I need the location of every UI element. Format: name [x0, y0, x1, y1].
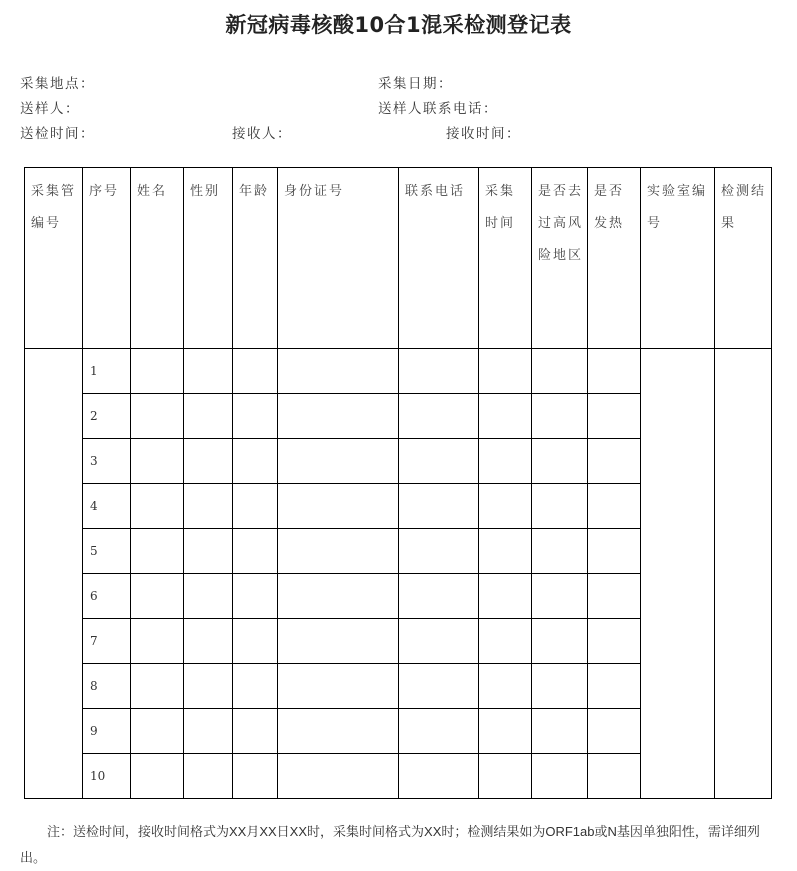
entry-cell[interactable]: [532, 754, 588, 799]
entry-cell[interactable]: [278, 529, 399, 574]
entry-cell[interactable]: [588, 349, 641, 394]
row-number: 1: [83, 349, 131, 394]
entry-cell[interactable]: [532, 664, 588, 709]
entry-cell[interactable]: [233, 754, 278, 799]
entry-cell[interactable]: [479, 754, 532, 799]
header-collection-time: 采集时间: [479, 168, 532, 349]
entry-cell[interactable]: [479, 394, 532, 439]
entry-cell[interactable]: [479, 484, 532, 529]
tube-number-cell[interactable]: [25, 349, 83, 799]
entry-cell[interactable]: [233, 619, 278, 664]
entry-cell[interactable]: [131, 619, 184, 664]
header-phone: 联系电话: [399, 168, 479, 349]
table-row: [25, 349, 772, 394]
entry-cell[interactable]: [532, 349, 588, 394]
row-number: 6: [83, 574, 131, 619]
sender-phone-label: 送样人联系电话：: [378, 101, 498, 117]
row-number: 10: [83, 754, 131, 799]
entry-cell[interactable]: [479, 529, 532, 574]
entry-cell[interactable]: [588, 484, 641, 529]
header-id-number: 身份证号: [278, 168, 399, 349]
entry-cell[interactable]: [131, 349, 184, 394]
entry-cell[interactable]: [233, 349, 278, 394]
header-fever: 是否发热: [588, 168, 641, 349]
entry-cell[interactable]: [278, 484, 399, 529]
entry-cell[interactable]: [479, 619, 532, 664]
registration-table: [24, 167, 772, 799]
row-number: 8: [83, 664, 131, 709]
row-number: 4: [83, 484, 131, 529]
entry-cell[interactable]: [233, 439, 278, 484]
entry-cell[interactable]: [184, 394, 233, 439]
row-number: 7: [83, 619, 131, 664]
entry-cell[interactable]: [532, 709, 588, 754]
entry-cell[interactable]: [479, 349, 532, 394]
entry-cell[interactable]: [532, 439, 588, 484]
entry-cell[interactable]: [131, 709, 184, 754]
entry-cell[interactable]: [278, 754, 399, 799]
entry-cell[interactable]: [588, 574, 641, 619]
header-tube-number: 采集管编号: [25, 168, 83, 349]
header-high-risk-visit: 是否去过高风险地区: [532, 168, 588, 349]
row-number: 5: [83, 529, 131, 574]
entry-cell[interactable]: [278, 619, 399, 664]
entry-cell[interactable]: [233, 709, 278, 754]
row-number: 9: [83, 709, 131, 754]
entry-cell[interactable]: [532, 394, 588, 439]
entry-cell[interactable]: [278, 349, 399, 394]
entry-cell[interactable]: [588, 619, 641, 664]
entry-cell[interactable]: [184, 349, 233, 394]
header-lab-number: 实验室编号: [641, 168, 715, 349]
row-number: 3: [83, 439, 131, 484]
entry-cell[interactable]: [131, 574, 184, 619]
entry-cell[interactable]: [479, 439, 532, 484]
entry-cell[interactable]: [399, 349, 479, 394]
entry-cell[interactable]: [399, 529, 479, 574]
entry-cell[interactable]: [588, 754, 641, 799]
test-result-cell[interactable]: [715, 349, 772, 799]
entry-cell[interactable]: [131, 529, 184, 574]
entry-cell[interactable]: [233, 484, 278, 529]
header-gender: 性别: [184, 168, 233, 349]
entry-cell[interactable]: [399, 484, 479, 529]
entry-cell[interactable]: [588, 394, 641, 439]
entry-cell[interactable]: [184, 754, 233, 799]
entry-cell[interactable]: [184, 709, 233, 754]
sender-label: 送样人：: [20, 101, 80, 117]
entry-cell[interactable]: [399, 574, 479, 619]
entry-cell[interactable]: [479, 709, 532, 754]
entry-cell[interactable]: [131, 664, 184, 709]
entry-cell[interactable]: [399, 439, 479, 484]
header-serial-number: 序号: [83, 168, 131, 349]
collection-date-label: 采集日期：: [378, 76, 453, 92]
entry-cell[interactable]: [131, 484, 184, 529]
header-name: 姓名: [131, 168, 184, 349]
entry-cell[interactable]: [588, 529, 641, 574]
entry-cell[interactable]: [278, 574, 399, 619]
entry-cell[interactable]: [399, 619, 479, 664]
entry-cell[interactable]: [588, 664, 641, 709]
entry-cell[interactable]: [479, 664, 532, 709]
entry-cell[interactable]: [532, 484, 588, 529]
entry-cell[interactable]: [532, 619, 588, 664]
entry-cell[interactable]: [278, 439, 399, 484]
entry-cell[interactable]: [479, 574, 532, 619]
entry-cell[interactable]: [532, 574, 588, 619]
entry-cell[interactable]: [278, 709, 399, 754]
entry-cell[interactable]: [233, 664, 278, 709]
lab-number-cell[interactable]: [641, 349, 715, 799]
entry-cell[interactable]: [184, 574, 233, 619]
entry-cell[interactable]: [278, 394, 399, 439]
entry-cell[interactable]: [184, 619, 233, 664]
entry-cell[interactable]: [399, 709, 479, 754]
receiver-label: 接收人：: [232, 126, 292, 142]
submit-time-label: 送检时间：: [20, 126, 95, 142]
entry-cell[interactable]: [131, 754, 184, 799]
entry-cell[interactable]: [278, 664, 399, 709]
row-number: 2: [83, 394, 131, 439]
collection-place-label: 采集地点：: [20, 76, 95, 92]
header-age: 年龄: [233, 168, 278, 349]
entry-cell[interactable]: [131, 394, 184, 439]
entry-cell[interactable]: [399, 394, 479, 439]
page-title: 新冠病毒核酸10合1混采检测登记表: [225, 13, 572, 37]
entry-cell[interactable]: [233, 574, 278, 619]
entry-cell[interactable]: [532, 529, 588, 574]
entry-cell[interactable]: [399, 754, 479, 799]
receive-time-label: 接收时间：: [446, 126, 521, 142]
entry-cell[interactable]: [184, 664, 233, 709]
entry-cell[interactable]: [184, 439, 233, 484]
entry-cell[interactable]: [399, 664, 479, 709]
entry-cell[interactable]: [184, 529, 233, 574]
entry-cell[interactable]: [233, 529, 278, 574]
header-test-result: 检测结果: [715, 168, 772, 349]
entry-cell[interactable]: [588, 439, 641, 484]
footnote: 注：送检时间，接收时间格式为XX月XX日XX时，采集时间格式为XX时；检测结果如为ORF1ab或N基因单独阳性，需详细列出。: [20, 824, 760, 865]
entry-cell[interactable]: [588, 709, 641, 754]
entry-cell[interactable]: [131, 439, 184, 484]
entry-cell[interactable]: [233, 394, 278, 439]
table-header-row: [25, 168, 772, 349]
entry-cell[interactable]: [184, 484, 233, 529]
